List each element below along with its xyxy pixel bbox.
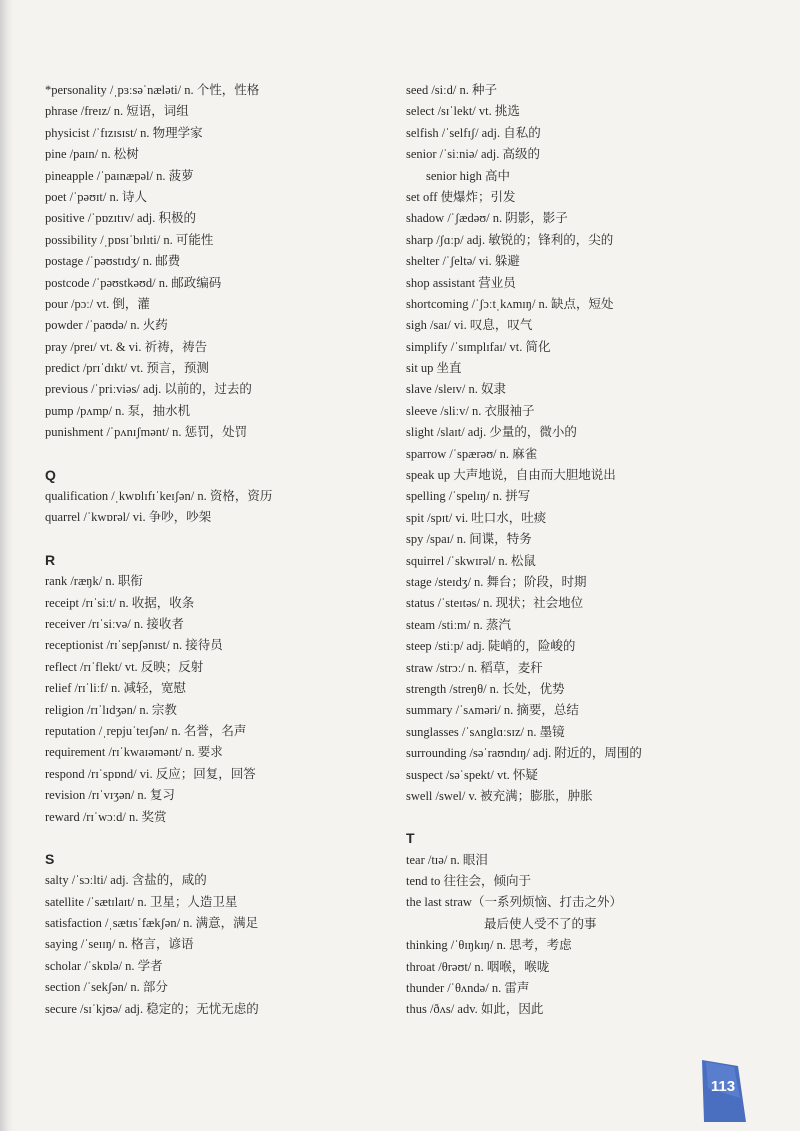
left-glossary-entry: receiver /rɪˈsiːvə/ n. 接收者	[45, 616, 184, 631]
left-glossary-entry: postcode /ˈpəʊstkəʊd/ n. 邮政编码	[45, 275, 222, 290]
right-glossary-entry: swell /swel/ v. 被充满；膨胀，肿胀	[406, 788, 593, 803]
section-letter-heading: T	[406, 830, 415, 847]
left-column	[45, 80, 385, 1020]
left-glossary-entry: *personality /ˌpɜːsəˈnæləti/ n. 个性，性格	[45, 83, 260, 97]
section-letter-heading: Q	[45, 466, 56, 483]
section-letter-heading: S	[45, 850, 55, 867]
right-glossary-entry: sparrow /ˈspærəʊ/ n. 麻雀	[406, 446, 538, 461]
right-glossary-entry: tear /tɪə/ n. 眼泪	[406, 852, 488, 867]
right-glossary-entry: simplify /ˈsɪmplɪfaɪ/ vt. 简化	[406, 339, 551, 354]
right-glossary-entry: sunglasses /ˈsʌnglɑːsɪz/ n. 墨镜	[406, 724, 565, 739]
right-glossary-entry: slave /sleɪv/ n. 奴隶	[406, 382, 506, 397]
section-letter-heading: R	[45, 551, 56, 568]
right-glossary-entry: sit up 坐直	[406, 361, 462, 376]
left-glossary-entry: scholar /ˈskɒlə/ n. 学者	[45, 958, 163, 973]
right-glossary-entry: thinking /ˈθɪŋkɪŋ/ n. 思考，考虑	[406, 938, 572, 953]
left-glossary-entry: positive /ˈpɒzɪtɪv/ adj. 积极的	[45, 211, 196, 226]
right-glossary-entry: select /sɪˈlekt/ vt. 挑选	[406, 104, 520, 119]
left-glossary-entry: pour /pɔː/ vt. 倒，灌	[45, 296, 150, 311]
right-glossary-entry: sleeve /sliːv/ n. 衣服袖子	[406, 403, 535, 418]
right-glossary-entry: thus /ðʌs/ adv. 如此，因此	[406, 1002, 544, 1017]
left-glossary-entry: reward /rɪˈwɔːd/ n. 奖赏	[45, 809, 167, 824]
right-glossary-entry: shortcoming /ˈʃɔːtˌkʌmɪŋ/ n. 缺点，短处	[406, 296, 614, 311]
right-glossary-entry: sigh /saɪ/ vi. 叹息，叹气	[406, 318, 533, 333]
left-glossary-entry: quarrel /ˈkwɒrəl/ vi. 争吵，吵架	[45, 510, 212, 525]
right-glossary-entry: status /ˈsteɪtəs/ n. 现状；社会地位	[406, 596, 584, 611]
left-glossary-entry: postage /ˈpəʊstɪdʒ/ n. 邮费	[45, 254, 181, 269]
right-glossary-entry: surrounding /səˈraʊndɪŋ/ adj. 附近的，周围的	[406, 746, 642, 761]
left-glossary-entry: possibility /ˌpɒsɪˈbɪlɪti/ n. 可能性	[45, 232, 214, 247]
left-glossary-entry: reputation /ˌrepjuˈteɪʃən/ n. 名誉，名声	[45, 723, 247, 738]
left-glossary-entry: receptionist /rɪˈsepʃənɪst/ n. 接待员	[45, 638, 223, 653]
left-glossary-entry: punishment /ˈpʌnɪʃmənt/ n. 惩罚，处罚	[45, 425, 248, 440]
right-glossary-entry: 最后使人受不了的事	[484, 916, 597, 931]
left-glossary-entry: relief /rɪˈliːf/ n. 减轻，宽慰	[45, 681, 186, 696]
left-glossary-entry: reflect /rɪˈflekt/ vt. 反映；反射	[45, 659, 204, 674]
page-number: 113	[710, 1078, 736, 1095]
left-glossary-entry: respond /rɪˈspɒnd/ vi. 反应；回复，回答	[45, 766, 256, 781]
right-glossary-entry: stage /steɪdʒ/ n. 舞台；阶段，时期	[406, 574, 587, 589]
right-glossary-entry: selfish /ˈselfɪʃ/ adj. 自私的	[406, 125, 541, 140]
right-glossary-entry: tend to 往往会，倾向于	[406, 874, 531, 889]
right-glossary-entry: shop assistant 营业员	[406, 275, 516, 290]
page-binding-shadow	[0, 0, 14, 1131]
right-glossary-entry: shadow /ˈʃædəʊ/ n. 阴影，影子	[406, 211, 568, 226]
right-glossary-entry: set off 使爆炸；引发	[406, 189, 516, 204]
right-glossary-entry: shelter /ˈʃeltə/ vi. 躲避	[406, 254, 520, 269]
right-glossary-entry: strength /streŋθ/ n. 长处，优势	[406, 681, 565, 696]
left-glossary-entry: pump /pʌmp/ n. 泵，抽水机	[45, 403, 191, 418]
left-glossary-entry: powder /ˈpaʊdə/ n. 火药	[45, 318, 168, 333]
left-glossary-entry: poet /ˈpəʊɪt/ n. 诗人	[45, 189, 147, 204]
page-number-tab	[700, 1058, 748, 1122]
left-glossary-entry: previous /ˈpriːviəs/ adj. 以前的，过去的	[45, 382, 252, 397]
left-glossary-entry: pray /preɪ/ vt. & vi. 祈祷，祷告	[45, 339, 208, 354]
right-glossary-entry: thunder /ˈθʌndə/ n. 雷声	[406, 981, 530, 996]
left-glossary-entry: section /ˈsekʃən/ n. 部分	[45, 980, 168, 995]
left-glossary-entry: religion /rɪˈlɪdʒən/ n. 宗教	[45, 702, 177, 717]
left-glossary-entry: pineapple /ˈpaɪnæpəl/ n. 菠萝	[45, 168, 194, 183]
left-glossary-entry: requirement /rɪˈkwaɪəmənt/ n. 要求	[45, 745, 223, 760]
right-glossary-entry: squirrel /ˈskwɪrəl/ n. 松鼠	[406, 553, 536, 568]
right-glossary-entry: suspect /səˈspekt/ vt. 怀疑	[406, 767, 538, 782]
right-glossary-entry: summary /ˈsʌməri/ n. 摘要，总结	[406, 703, 579, 718]
right-glossary-entry: speak up 大声地说，自由而大胆地说出	[406, 468, 616, 483]
left-glossary-entry: secure /sɪˈkjʊə/ adj. 稳定的；无忧无虑的	[45, 1001, 259, 1016]
left-glossary-entry: predict /prɪˈdɪkt/ vt. 预言，预测	[45, 361, 209, 376]
right-glossary-entry: sharp /ʃɑːp/ adj. 敏锐的；锋利的，尖的	[406, 232, 614, 247]
right-glossary-entry: slight /slaɪt/ adj. 少量的，微小的	[406, 425, 577, 440]
right-glossary-entry: seed /siːd/ n. 种子	[406, 83, 497, 97]
right-glossary-entry: spit /spɪt/ vi. 吐口水，吐痰	[406, 510, 547, 525]
right-column	[406, 80, 766, 1021]
left-glossary-entry: rank /ræŋk/ n. 职衔	[45, 574, 143, 589]
left-glossary-entry: physicist /ˈfɪzɪsɪst/ n. 物理学家	[45, 125, 203, 140]
right-glossary-entry: spelling /ˈspelɪŋ/ n. 拼写	[406, 489, 531, 504]
left-glossary-entry: salty /ˈsɔːlti/ adj. 含盐的，咸的	[45, 873, 207, 888]
right-glossary-entry: throat /θrəʊt/ n. 咽喉，喉咙	[406, 959, 550, 974]
left-glossary-entry: revision /rɪˈvɪʒən/ n. 复习	[45, 788, 175, 803]
left-glossary-entry: qualification /ˌkwɒlɪfɪˈkeɪʃən/ n. 资格，资历	[45, 489, 273, 504]
right-glossary-entry: senior high 高中	[426, 168, 511, 183]
right-glossary-entry: senior /ˈsiːniə/ adj. 高级的	[406, 147, 541, 162]
left-glossary-entry: satisfaction /ˌsætɪsˈfækʃən/ n. 满意，满足	[45, 916, 259, 931]
right-glossary-entry: straw /strɔː/ n. 稻草，麦秆	[406, 660, 543, 675]
left-glossary-entry: pine /paɪn/ n. 松树	[45, 147, 139, 162]
right-glossary-entry: steep /stiːp/ adj. 陡峭的，险峻的	[406, 639, 576, 654]
left-glossary-entry: phrase /freɪz/ n. 短语，词组	[45, 104, 189, 119]
left-glossary-entry: satellite /ˈsætɪlaɪt/ n. 卫星；人造卫星	[45, 894, 238, 909]
left-glossary-entry: receipt /rɪˈsiːt/ n. 收据，收条	[45, 595, 195, 610]
right-glossary-entry: steam /stiːm/ n. 蒸汽	[406, 617, 511, 632]
left-glossary-entry: saying /ˈseɪɪŋ/ n. 格言，谚语	[45, 937, 194, 952]
right-glossary-entry: spy /spaɪ/ n. 间谍，特务	[406, 532, 532, 547]
right-glossary-entry: the last straw（一系列烦恼、打击之外）	[406, 895, 622, 910]
